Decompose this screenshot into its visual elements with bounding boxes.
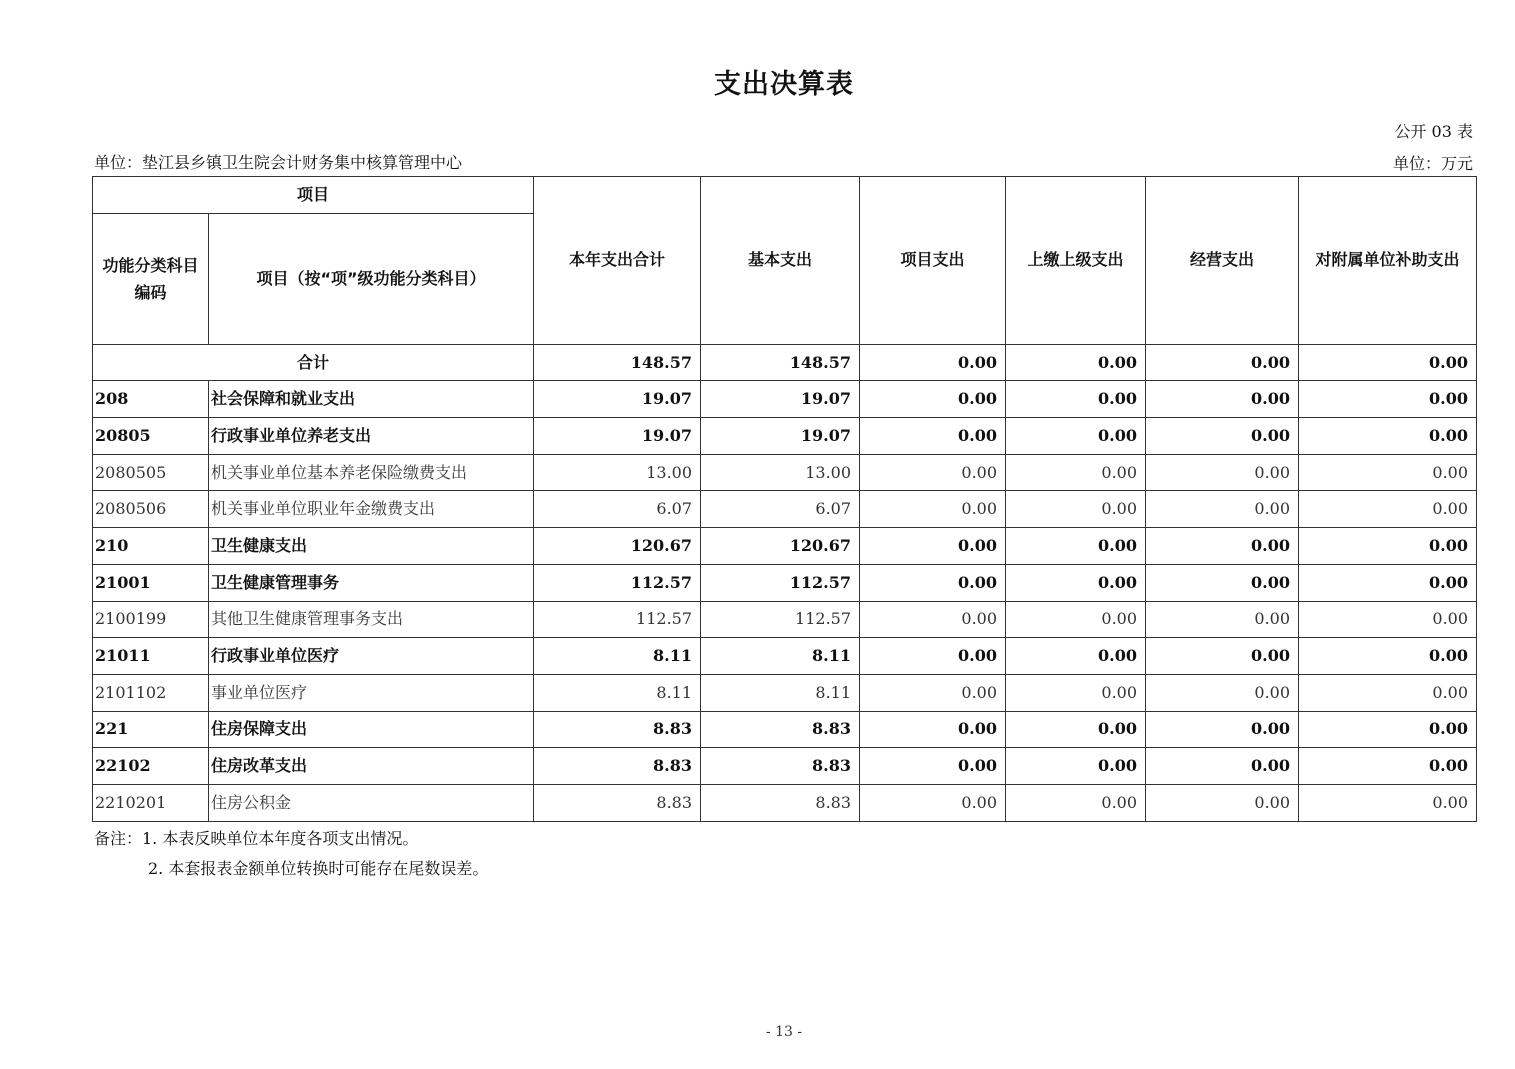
amount-cell: 0.00	[1146, 564, 1299, 601]
amount-cell: 0.00	[1299, 601, 1477, 638]
amount-cell: 0.00	[1146, 418, 1299, 455]
table-row	[93, 711, 1477, 748]
category-code: 2080505	[93, 454, 209, 491]
amount-cell: 0.00	[1299, 674, 1477, 711]
total-value: 0.00	[1146, 344, 1299, 381]
note-1: 备注：1. 本表反映单位本年度各项支出情况。	[94, 829, 419, 848]
header-col-project: 项目支出	[860, 177, 1006, 345]
amount-cell: 0.00	[1146, 784, 1299, 821]
amount-cell: 8.11	[534, 674, 701, 711]
page-title: 支出决算表	[714, 69, 854, 100]
amount-cell: 0.00	[1299, 418, 1477, 455]
amount-cell: 0.00	[860, 491, 1006, 528]
expenditure-table	[92, 176, 1477, 822]
category-name: 住房改革支出	[209, 748, 534, 785]
table-row	[93, 381, 1477, 418]
amount-cell: 0.00	[860, 564, 1006, 601]
amount-cell: 0.00	[1006, 784, 1146, 821]
amount-cell: 0.00	[1299, 491, 1477, 528]
amount-cell: 0.00	[1146, 674, 1299, 711]
total-row	[93, 344, 1477, 381]
category-name: 住房公积金	[209, 784, 534, 821]
currency-unit: 单位：万元	[1392, 154, 1473, 173]
amount-cell: 0.00	[1299, 454, 1477, 491]
table-row	[93, 528, 1477, 565]
total-value: 148.57	[534, 344, 701, 381]
note-2: 2. 本套报表金额单位转换时可能存在尾数误差。	[148, 859, 489, 878]
category-name: 事业单位医疗	[209, 674, 534, 711]
amount-cell: 0.00	[1006, 418, 1146, 455]
amount-cell: 0.00	[1006, 528, 1146, 565]
amount-cell: 0.00	[1299, 748, 1477, 785]
total-label: 合计	[93, 344, 534, 381]
amount-cell: 0.00	[1299, 711, 1477, 748]
amount-cell: 0.00	[860, 748, 1006, 785]
total-value: 0.00	[1006, 344, 1146, 381]
category-code: 20805	[93, 418, 209, 455]
category-name: 住房保障支出	[209, 711, 534, 748]
amount-cell: 0.00	[1299, 564, 1477, 601]
amount-cell: 112.57	[534, 601, 701, 638]
amount-cell: 0.00	[860, 418, 1006, 455]
amount-cell: 0.00	[1006, 638, 1146, 675]
amount-cell: 0.00	[1299, 528, 1477, 565]
amount-cell: 0.00	[1146, 528, 1299, 565]
header-col-total: 本年支出合计	[534, 177, 701, 345]
amount-cell: 0.00	[1006, 491, 1146, 528]
header-project: 项目	[93, 177, 534, 214]
header-code: 功能分类科目编码	[93, 213, 209, 344]
page-number: - 13 -	[765, 1024, 803, 1040]
category-code: 22102	[93, 748, 209, 785]
amount-cell: 0.00	[1146, 491, 1299, 528]
amount-cell: 0.00	[1146, 601, 1299, 638]
amount-cell: 112.57	[701, 601, 860, 638]
amount-cell: 0.00	[1146, 748, 1299, 785]
amount-cell: 120.67	[534, 528, 701, 565]
table-row	[93, 454, 1477, 491]
amount-cell: 13.00	[534, 454, 701, 491]
category-code: 221	[93, 711, 209, 748]
total-value: 0.00	[1299, 344, 1477, 381]
amount-cell: 0.00	[860, 381, 1006, 418]
category-name: 机关事业单位基本养老保险缴费支出	[209, 454, 534, 491]
amount-cell: 0.00	[860, 638, 1006, 675]
table-row	[93, 418, 1477, 455]
amount-cell: 0.00	[1146, 454, 1299, 491]
amount-cell: 6.07	[534, 491, 701, 528]
amount-cell: 0.00	[1006, 564, 1146, 601]
amount-cell: 0.00	[1146, 638, 1299, 675]
amount-cell: 0.00	[860, 784, 1006, 821]
category-code: 208	[93, 381, 209, 418]
amount-cell: 8.11	[701, 674, 860, 711]
category-code: 2100199	[93, 601, 209, 638]
table-row	[93, 564, 1477, 601]
category-name: 卫生健康管理事务	[209, 564, 534, 601]
amount-cell: 0.00	[1006, 711, 1146, 748]
header-name: 项目（按“项”级功能分类科目）	[209, 213, 534, 344]
amount-cell: 112.57	[534, 564, 701, 601]
amount-cell: 8.83	[534, 748, 701, 785]
amount-cell: 8.83	[534, 711, 701, 748]
category-code: 21011	[93, 638, 209, 675]
amount-cell: 0.00	[1006, 748, 1146, 785]
category-name: 机关事业单位职业年金缴费支出	[209, 491, 534, 528]
category-name: 卫生健康支出	[209, 528, 534, 565]
table-row	[93, 601, 1477, 638]
table-row	[93, 674, 1477, 711]
total-value: 148.57	[701, 344, 860, 381]
category-code: 2210201	[93, 784, 209, 821]
table-row	[93, 638, 1477, 675]
amount-cell: 0.00	[1006, 601, 1146, 638]
amount-cell: 8.83	[701, 748, 860, 785]
amount-cell: 0.00	[1299, 381, 1477, 418]
amount-cell: 19.07	[534, 381, 701, 418]
amount-cell: 0.00	[1006, 674, 1146, 711]
header-col-subsidy: 对附属单位补助支出	[1299, 177, 1477, 345]
category-name: 行政事业单位医疗	[209, 638, 534, 675]
amount-cell: 0.00	[860, 601, 1006, 638]
amount-cell: 0.00	[1299, 638, 1477, 675]
amount-cell: 6.07	[701, 491, 860, 528]
category-name: 社会保障和就业支出	[209, 381, 534, 418]
table-row	[93, 491, 1477, 528]
table-row	[93, 748, 1477, 785]
amount-cell: 0.00	[1299, 784, 1477, 821]
notes	[94, 824, 488, 884]
total-value: 0.00	[860, 344, 1006, 381]
table-row	[93, 784, 1477, 821]
amount-cell: 0.00	[1006, 381, 1146, 418]
form-number: 公开 03 表	[1394, 122, 1473, 141]
category-code: 2101102	[93, 674, 209, 711]
amount-cell: 8.83	[701, 784, 860, 821]
amount-cell: 8.83	[701, 711, 860, 748]
amount-cell: 0.00	[860, 454, 1006, 491]
amount-cell: 19.07	[701, 381, 860, 418]
header-col-remit: 上缴上级支出	[1006, 177, 1146, 345]
amount-cell: 0.00	[860, 711, 1006, 748]
amount-cell: 8.11	[534, 638, 701, 675]
amount-cell: 0.00	[860, 528, 1006, 565]
amount-cell: 8.83	[534, 784, 701, 821]
amount-cell: 8.11	[701, 638, 860, 675]
category-code: 210	[93, 528, 209, 565]
amount-cell: 19.07	[701, 418, 860, 455]
reporting-unit: 单位：垫江县乡镇卫生院会计财务集中核算管理中心	[94, 153, 463, 172]
amount-cell: 112.57	[701, 564, 860, 601]
amount-cell: 19.07	[534, 418, 701, 455]
amount-cell: 13.00	[701, 454, 860, 491]
header-col-operating: 经营支出	[1146, 177, 1299, 345]
amount-cell: 0.00	[1006, 454, 1146, 491]
amount-cell: 0.00	[1146, 711, 1299, 748]
amount-cell: 0.00	[860, 674, 1006, 711]
amount-cell: 120.67	[701, 528, 860, 565]
category-code: 2080506	[93, 491, 209, 528]
category-name: 其他卫生健康管理事务支出	[209, 601, 534, 638]
amount-cell: 0.00	[1146, 381, 1299, 418]
category-code: 21001	[93, 564, 209, 601]
header-col-basic: 基本支出	[701, 177, 860, 345]
category-name: 行政事业单位养老支出	[209, 418, 534, 455]
